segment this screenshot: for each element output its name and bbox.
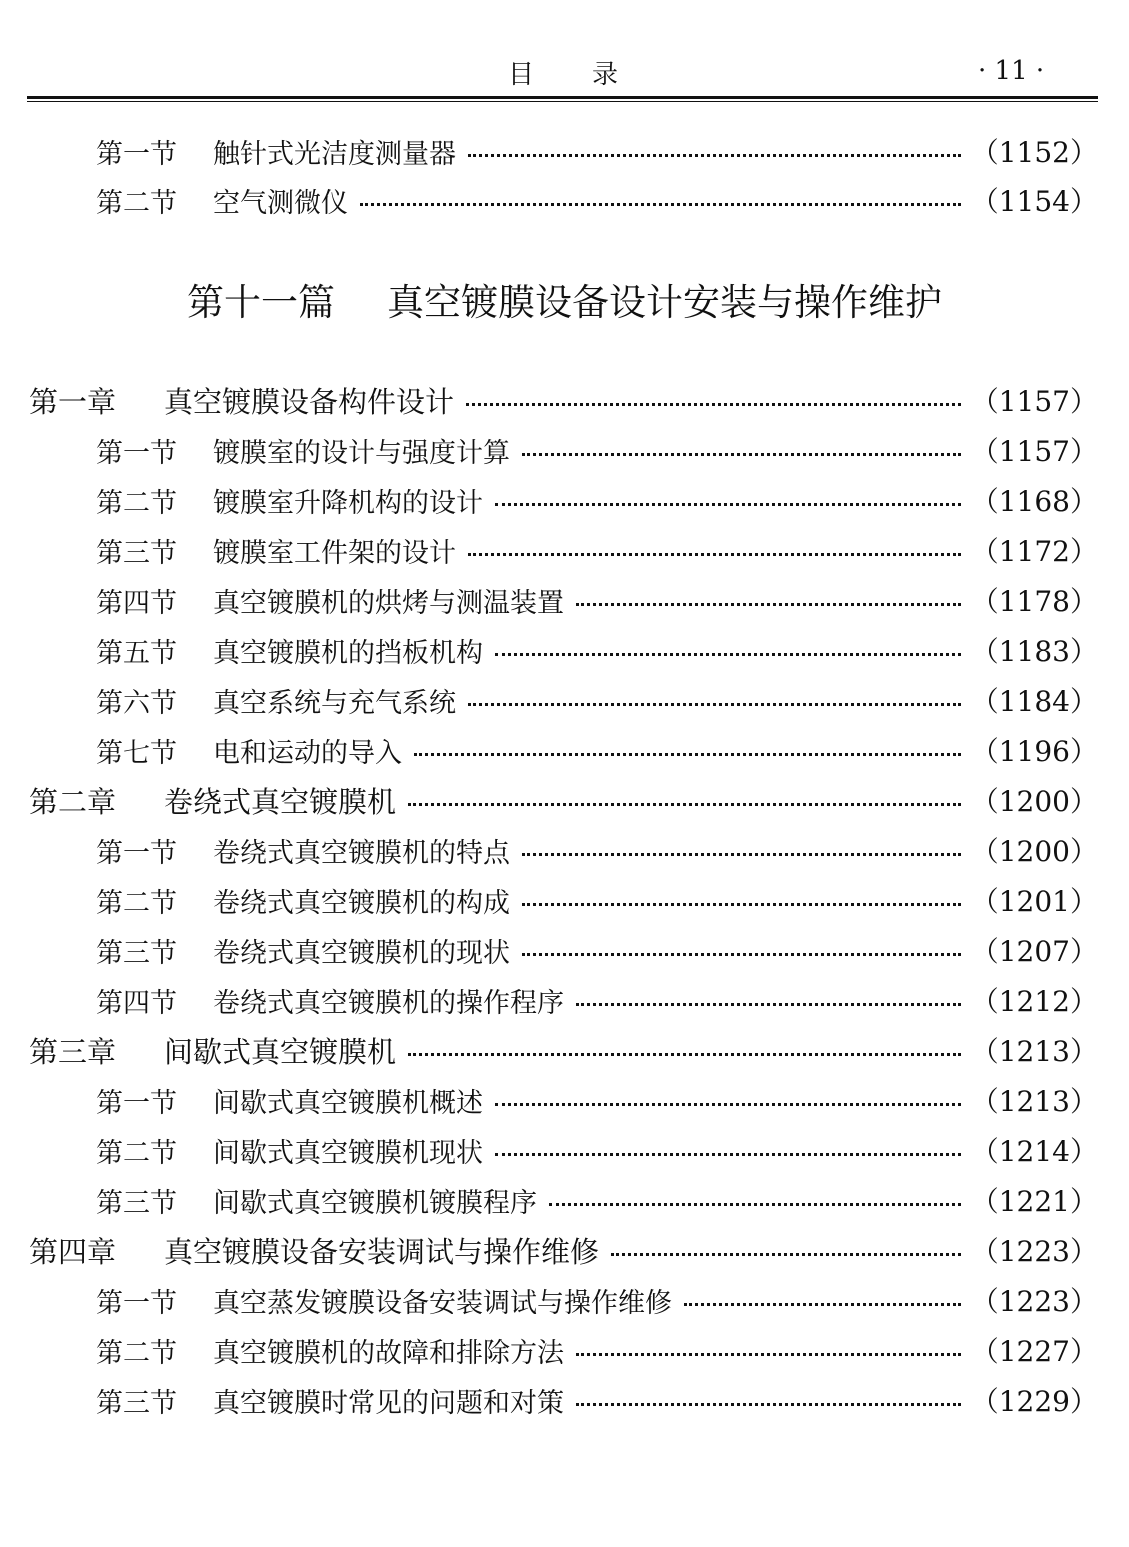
entry-number: 第五节 — [96, 637, 177, 669]
entry-page: （1201） — [970, 885, 1098, 918]
entry-page: （1213） — [970, 1035, 1098, 1068]
toc-entry[interactable] — [96, 530, 1098, 570]
entry-number: 第六节 — [96, 687, 177, 719]
entry-page: （1157） — [970, 435, 1098, 468]
entry-title: 触针式光洁度测量器 — [213, 138, 456, 170]
entry-page: （1178） — [970, 585, 1098, 618]
dot-leader — [522, 853, 961, 856]
dot-leader — [495, 653, 961, 656]
entry-title: 真空镀膜机的故障和排除方法 — [213, 1337, 564, 1369]
chapter-number: 第一章 — [29, 384, 117, 419]
entry-title: 真空系统与充气系统 — [213, 687, 456, 719]
entry-number: 第三节 — [96, 1387, 177, 1419]
entry-title: 镀膜室升降机构的设计 — [213, 487, 483, 519]
dot-leader — [576, 603, 961, 606]
entry-title: 真空蒸发镀膜设备安装调试与操作维修 — [213, 1287, 672, 1319]
entry-number: 第一节 — [96, 138, 177, 170]
entry-page: （1196） — [970, 735, 1098, 768]
dot-leader — [576, 1003, 961, 1006]
entry-number: 第三节 — [96, 537, 177, 569]
entry-number: 第一节 — [96, 1287, 177, 1319]
chapter-number: 第三章 — [29, 1034, 117, 1069]
toc-entry[interactable] — [96, 980, 1098, 1020]
dot-leader — [408, 803, 961, 806]
entry-title: 卷绕式真空镀膜机的操作程序 — [213, 987, 564, 1019]
chapter-title: 真空镀膜设备构件设计 — [164, 384, 455, 419]
toc-entry[interactable] — [96, 630, 1098, 670]
part-heading — [0, 272, 1129, 326]
entry-page: （1212） — [970, 985, 1098, 1018]
dot-leader — [466, 403, 961, 406]
entry-page: （1207） — [970, 935, 1098, 968]
dot-leader — [468, 154, 961, 157]
entry-number: 第四节 — [96, 587, 177, 619]
entry-page: （1223） — [970, 1285, 1098, 1318]
dot-leader — [360, 203, 961, 206]
entry-title: 镀膜室的设计与强度计算 — [213, 437, 510, 469]
toc-entry[interactable] — [96, 1380, 1098, 1420]
entry-page: （1184） — [970, 685, 1098, 718]
dot-leader — [495, 1153, 961, 1156]
entry-number: 第二节 — [96, 187, 177, 219]
dot-leader — [468, 703, 961, 706]
chapter-number: 第四章 — [29, 1234, 117, 1269]
entry-page: （1200） — [970, 835, 1098, 868]
toc-entry[interactable] — [96, 830, 1098, 870]
part-number: 第十一篇 — [187, 281, 335, 324]
entry-page: （1221） — [970, 1185, 1098, 1218]
entry-number: 第二节 — [96, 887, 177, 919]
entry-page: （1227） — [970, 1335, 1098, 1368]
entry-number: 第四节 — [96, 987, 177, 1019]
running-title: 目录 — [508, 60, 677, 90]
toc-entry[interactable] — [96, 480, 1098, 520]
dot-leader — [522, 453, 961, 456]
chapter-number: 第二章 — [29, 784, 117, 819]
dot-leader — [495, 1103, 961, 1106]
entry-title: 真空镀膜时常见的问题和对策 — [213, 1387, 564, 1419]
dot-leader — [414, 753, 961, 756]
entry-title: 卷绕式真空镀膜机的现状 — [213, 937, 510, 969]
entry-number: 第一节 — [96, 837, 177, 869]
toc-entry[interactable] — [96, 1330, 1098, 1370]
dot-leader — [576, 1403, 961, 1406]
entry-title: 空气测微仪 — [213, 187, 348, 219]
dot-leader — [495, 503, 961, 506]
entry-number: 第二节 — [96, 487, 177, 519]
toc-entry[interactable] — [96, 1180, 1098, 1220]
header-rule-thin — [27, 101, 1098, 102]
entry-title: 间歇式真空镀膜机概述 — [213, 1087, 483, 1119]
page-header — [0, 50, 1129, 90]
entry-title: 间歇式真空镀膜机镀膜程序 — [213, 1187, 537, 1219]
dot-leader — [576, 1353, 961, 1356]
entry-page: （1183） — [970, 635, 1098, 668]
toc-entry[interactable] — [96, 880, 1098, 920]
toc-entry[interactable] — [96, 180, 1098, 220]
entry-number: 第二节 — [96, 1337, 177, 1369]
entry-title: 真空镀膜机的烘烤与测温装置 — [213, 587, 564, 619]
page-number: · 11 · — [978, 56, 1045, 86]
header-rule-thick — [27, 96, 1098, 99]
chapter-title: 卷绕式真空镀膜机 — [164, 784, 397, 819]
toc-entry[interactable] — [96, 930, 1098, 970]
entry-page: （1152） — [970, 136, 1098, 169]
entry-page: （1223） — [970, 1235, 1098, 1268]
entry-page: （1200） — [970, 785, 1098, 818]
toc-chapter[interactable] — [29, 1030, 1098, 1070]
dot-leader — [522, 953, 961, 956]
toc-entry[interactable] — [96, 1080, 1098, 1120]
dot-leader — [549, 1203, 961, 1206]
entry-number: 第二节 — [96, 1137, 177, 1169]
entry-page: （1168） — [970, 485, 1098, 518]
chapter-title: 间歇式真空镀膜机 — [164, 1034, 397, 1069]
entry-number: 第三节 — [96, 937, 177, 969]
entry-page: （1154） — [970, 185, 1098, 218]
dot-leader — [522, 903, 961, 906]
dot-leader — [468, 553, 961, 556]
toc-chapter[interactable] — [29, 380, 1098, 420]
toc-entry[interactable] — [96, 730, 1098, 770]
entry-title: 卷绕式真空镀膜机的特点 — [213, 837, 510, 869]
part-name: 真空镀膜设备设计安装与操作维护 — [387, 281, 942, 324]
entry-title: 镀膜室工件架的设计 — [213, 537, 456, 569]
chapter-title: 真空镀膜设备安装调试与操作维修 — [164, 1234, 600, 1269]
entry-page: （1214） — [970, 1135, 1098, 1168]
toc-entry[interactable] — [96, 580, 1098, 620]
toc-entry[interactable] — [96, 1280, 1098, 1320]
toc-entry[interactable] — [96, 680, 1098, 720]
dot-leader — [684, 1303, 961, 1306]
entry-page: （1213） — [970, 1085, 1098, 1118]
entry-title: 电和运动的导入 — [213, 737, 402, 769]
entry-title: 卷绕式真空镀膜机的构成 — [213, 887, 510, 919]
entry-number: 第一节 — [96, 1087, 177, 1119]
toc-chapter[interactable] — [29, 780, 1098, 820]
toc-entry[interactable] — [96, 1130, 1098, 1170]
entry-page: （1157） — [970, 385, 1098, 418]
toc-chapter[interactable] — [29, 1230, 1098, 1270]
toc-entry[interactable] — [96, 430, 1098, 470]
entry-page: （1172） — [970, 535, 1098, 568]
entry-number: 第三节 — [96, 1187, 177, 1219]
entry-number: 第七节 — [96, 737, 177, 769]
toc-entry[interactable] — [96, 131, 1098, 171]
entry-title: 间歇式真空镀膜机现状 — [213, 1137, 483, 1169]
dot-leader — [408, 1053, 961, 1056]
entry-page: （1229） — [970, 1385, 1098, 1418]
entry-number: 第一节 — [96, 437, 177, 469]
entry-title: 真空镀膜机的挡板机构 — [213, 637, 483, 669]
dot-leader — [611, 1253, 961, 1256]
